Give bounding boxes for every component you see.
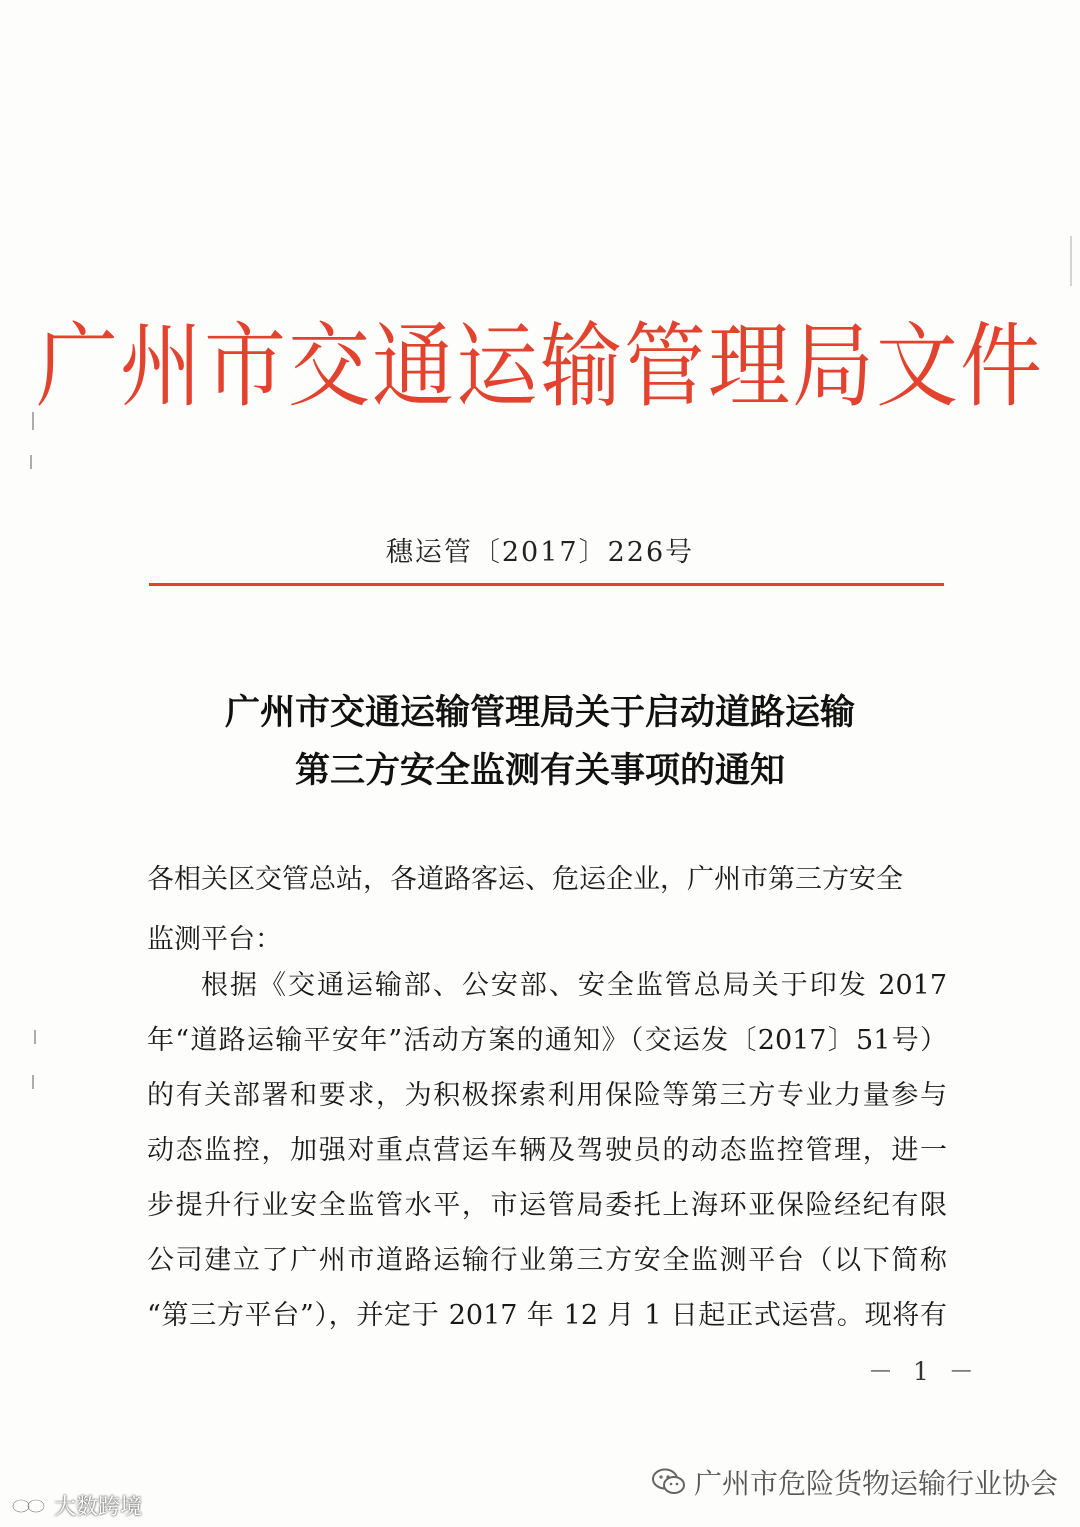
document-header-title: 广州市交通运输管理局文件	[35, 314, 1044, 421]
margin-mark	[30, 455, 32, 469]
body-line: 公司建立了广州市道路运输行业第三方安全监测平台（以下简称	[147, 1245, 947, 1276]
watermark-association-text: 广州市危险货物运输行业协会	[694, 1467, 1059, 1500]
addressee	[147, 850, 947, 970]
body-line: “第三方平台”），并定于 2017 年 12 月 1 日起正式运营。现将有	[147, 1300, 947, 1331]
red-divider	[149, 583, 944, 586]
margin-mark	[34, 1030, 36, 1044]
body-line: 步提升行业安全监管水平，市运管局委托上海环亚保险经纪有限	[147, 1190, 947, 1221]
notice-title	[0, 684, 1080, 800]
body-line: 动态监控，加强对重点营运车辆及驾驶员的动态监控管理，进一	[147, 1135, 947, 1166]
document-number: 穗运管〔2017〕226号	[385, 537, 695, 568]
logo-icon	[10, 1495, 50, 1517]
watermark-brand	[10, 1490, 142, 1521]
margin-mark	[1070, 236, 1072, 286]
notice-title-line: 第三方安全监测有关事项的通知	[294, 751, 785, 791]
page-number: － 1 －	[868, 1357, 980, 1386]
watermark-brand-text: 大数跨境	[54, 1495, 143, 1520]
margin-mark	[32, 1075, 34, 1089]
body-paragraph	[147, 958, 947, 1343]
addressee-line: 监测平台：	[147, 924, 282, 955]
wechat-icon	[652, 1468, 686, 1496]
body-line: 的有关部署和要求，为积极探索利用保险等第三方专业力量参与	[147, 1080, 947, 1111]
addressee-line: 各相关区交管总站，各道路客运、危运企业，广州市第三方安全	[147, 864, 903, 895]
body-line: 年“道路运输平安年”活动方案的通知》（交运发〔2017〕51号）	[147, 1025, 947, 1056]
body-line: 根据《交通运输部、公安部、安全监管总局关于印发 2017	[201, 970, 947, 1001]
watermark-association	[652, 1462, 1058, 1502]
notice-title-line: 广州市交通运输管理局关于启动道路运输	[224, 693, 855, 733]
